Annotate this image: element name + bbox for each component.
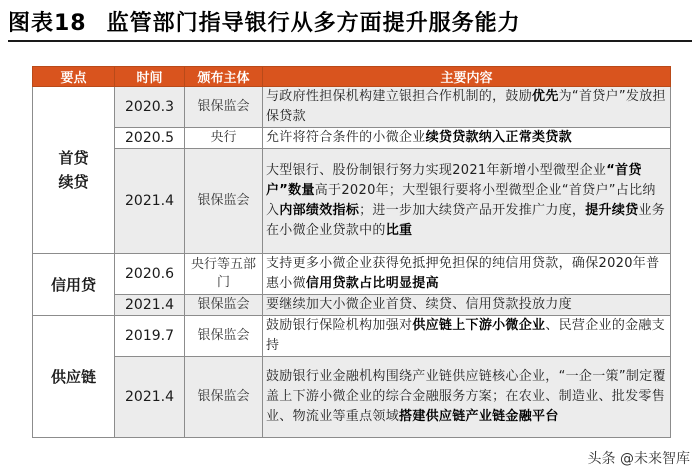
category-credit-loan: 信用贷 bbox=[33, 254, 115, 316]
figure-number: 图表18 bbox=[8, 11, 87, 36]
cell-agency: 银保监会 bbox=[185, 295, 263, 316]
cell-content bbox=[263, 87, 671, 128]
emphasis-text: 比重 bbox=[385, 223, 413, 238]
cell-agency: 银保监会 bbox=[185, 316, 263, 357]
source-watermark: 头条 @未来智库 bbox=[587, 451, 690, 467]
content-text: 、民营企业的金融支持 bbox=[266, 318, 666, 353]
table-row bbox=[33, 357, 671, 438]
cell-content bbox=[263, 295, 671, 316]
cell-date: 2021.4 bbox=[115, 149, 185, 254]
cell-agency: 央行等五部门 bbox=[185, 254, 263, 295]
emphasis-text: 提升续贷 bbox=[585, 203, 639, 218]
content-text: 大型银行、股份制银行努力实现2021年新增小型微型企业 bbox=[266, 163, 607, 178]
emphasis-text: “首贷户”数量 bbox=[266, 163, 642, 198]
emphasis-text: 信用贷款占比明显提高 bbox=[305, 276, 439, 291]
cell-date: 2020.5 bbox=[115, 128, 185, 149]
category-first-renewal-loan: 首贷 续贷 bbox=[33, 87, 115, 254]
cell-date: 2019.7 bbox=[115, 316, 185, 357]
content-text: 支持更多小微企业获得免抵押免担保的纯信用贷款，确保2020年普惠小微 bbox=[266, 256, 660, 291]
header-time: 时间 bbox=[115, 67, 185, 87]
cell-agency: 银保监会 bbox=[185, 357, 263, 438]
header-key-point: 要点 bbox=[33, 67, 115, 87]
content-text: 允许将符合条件的小微企业 bbox=[266, 130, 426, 145]
cell-agency: 银保监会 bbox=[185, 149, 263, 254]
content-text: ；进一步加大续贷产品开发推广力度， bbox=[359, 203, 586, 218]
cell-date: 2020.6 bbox=[115, 254, 185, 295]
cell-date: 2020.3 bbox=[115, 87, 185, 128]
table-row bbox=[33, 254, 671, 295]
policy-table bbox=[32, 66, 671, 438]
content-text: 为“首贷户”发放担保贷款 bbox=[266, 89, 666, 124]
cell-date: 2021.4 bbox=[115, 357, 185, 438]
header-issuer: 颁布主体 bbox=[185, 67, 263, 87]
cell-content bbox=[263, 149, 671, 254]
content-text: 要继续加大小微企业首贷、续贷、信用贷款投放力度 bbox=[266, 297, 572, 312]
emphasis-text: 搭建供应链产业链金融平台 bbox=[399, 409, 559, 424]
table-row bbox=[33, 128, 671, 149]
cell-agency: 央行 bbox=[185, 128, 263, 149]
content-text: 鼓励银行业金融机构围绕产业链供应链核心企业，“一企一策”制定覆盖上下游小微企业的综合金融服务方案；在农业、制造业、批发零售业、物流业等重点领域 bbox=[266, 369, 666, 424]
cell-date: 2021.4 bbox=[115, 295, 185, 316]
header-main-content: 主要内容 bbox=[263, 67, 671, 87]
cell-content bbox=[263, 357, 671, 438]
title-underline bbox=[8, 40, 692, 42]
table-row bbox=[33, 149, 671, 254]
cell-agency: 银保监会 bbox=[185, 87, 263, 128]
category-supply-chain: 供应链 bbox=[33, 316, 115, 438]
table-row bbox=[33, 295, 671, 316]
content-text: 高于2020年；大型银行要将小型微型企业“首贷户”占比纳入 bbox=[266, 183, 656, 218]
table-row bbox=[33, 316, 671, 357]
figure-title bbox=[8, 6, 521, 37]
content-text: 业务在小微企业贷款中的 bbox=[266, 203, 666, 238]
cell-content bbox=[263, 128, 671, 149]
content-text: 与政府性担保机构建立银担合作机制的，鼓励 bbox=[266, 89, 533, 104]
table-row bbox=[33, 87, 671, 128]
cell-content bbox=[263, 254, 671, 295]
emphasis-text: 供应链上下游小微企业 bbox=[412, 318, 546, 333]
emphasis-text: 续贷贷款纳入正常类贷款 bbox=[425, 130, 572, 145]
content-text: 鼓励银行保险机构加强对 bbox=[266, 318, 413, 333]
cell-content bbox=[263, 316, 671, 357]
emphasis-text: 优先 bbox=[532, 89, 559, 104]
table-header-row bbox=[33, 67, 671, 87]
figure-title-text: 监管部门指导银行从多方面提升服务能力 bbox=[106, 11, 521, 36]
emphasis-text: 内部绩效指标 bbox=[279, 203, 360, 218]
